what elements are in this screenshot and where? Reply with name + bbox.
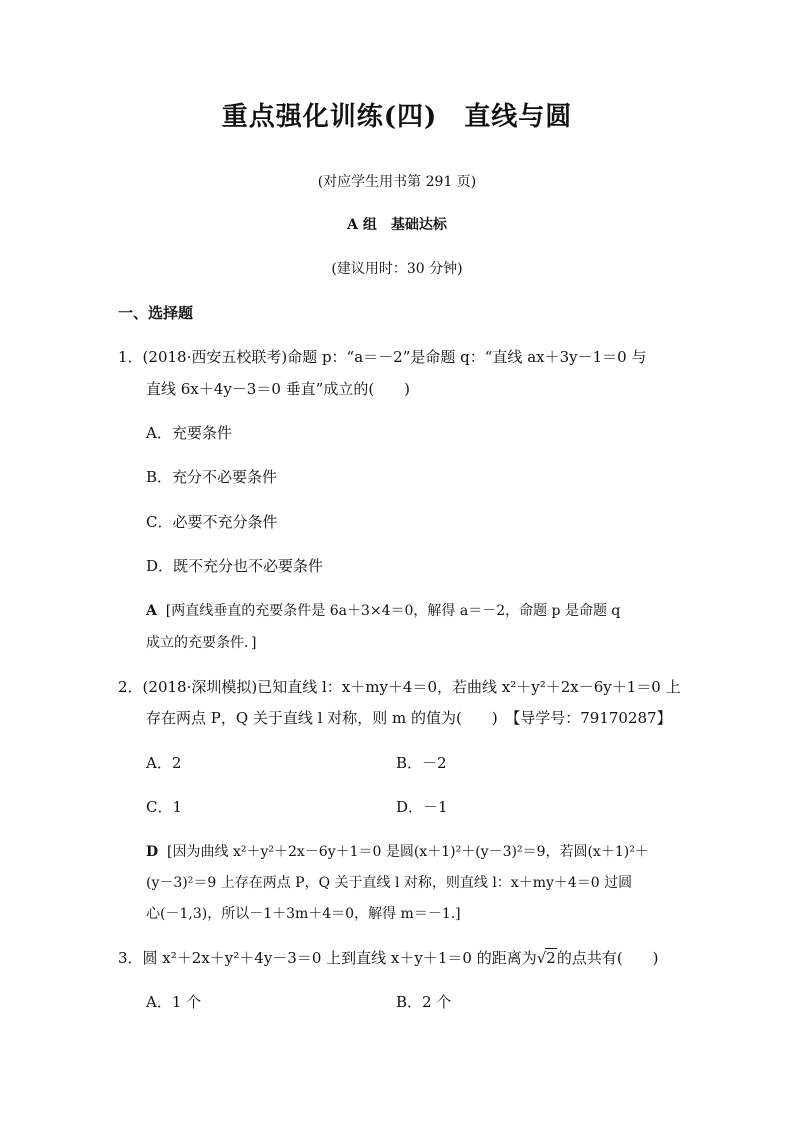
option-b: B．充分不必要条件 [146, 468, 278, 486]
answer-text-line: 心(－1,3)，所以－1＋3m＋4＝0，解得 m＝－1.] [146, 906, 461, 922]
source-note: (对应学生用书第 291 页) [317, 174, 477, 190]
question-text-line: 存在两点 P，Q 关于直线 l 对称，则 m 的值为( ) 【导学号：79170287】 [146, 709, 672, 727]
question-text-segment: 3．圆 x²＋2x＋y²＋4y－3＝0 上到直线 x＋y＋1＝0 的距离为 [118, 949, 537, 967]
answer-text-line: 成立的充要条件．] [146, 635, 257, 651]
sqrt-expression [537, 949, 557, 967]
answer-letter: A [146, 603, 157, 619]
group-heading: A 组 基础达标 [347, 217, 447, 233]
option-b: B．2 个 [396, 993, 452, 1011]
option-a: A．1 个 [146, 993, 202, 1011]
answer-letter: D [146, 844, 159, 860]
option-d: D．既不充分也不必要条件 [146, 557, 324, 575]
answer-text-line: (y－3)²＝9 上存在两点 P，Q 关于直线 l 对称，则直线 l：x＋my＋4＝0 过圆 [146, 875, 633, 891]
option-c: C．1 [146, 798, 183, 816]
answer-explanation [146, 600, 620, 620]
option-a: A．2 [146, 754, 182, 772]
question-text-line: 2．(2018·深圳模拟)已知直线 l：x＋my＋4＝0，若曲线 x²＋y²＋2x－6y＋1＝0 上 [118, 678, 681, 696]
question-text-line: 1．(2018·西安五校联考)命题 p：“a＝－2”是命题 q：“直线 ax＋3y－1＝0 与 [118, 348, 647, 366]
question-text-line [118, 947, 659, 968]
answer-explanation [146, 841, 649, 861]
answer-text-line: [因为曲线 x²＋y²＋2x－6y＋1＝0 是圆(x＋1)²＋(y－3)²＝9，若圆(x＋1)²＋ [167, 844, 649, 860]
time-note: (建议用时：30 分钟) [331, 261, 463, 277]
answer-text-line: [两直线垂直的充要条件是 6a＋3×4＝0，解得 a＝－2，命题 p 是命题 q [165, 603, 621, 619]
sqrt-sign: √ [536, 949, 547, 967]
page-title: 重点强化训练(四) 直线与圆 [221, 102, 573, 132]
option-d: D．－1 [396, 798, 448, 816]
section-heading: 一、选择题 [118, 304, 194, 322]
question-text-line: 直线 6x＋4y－3＝0 垂直”成立的( ) [146, 380, 411, 398]
sqrt-radicand: 2 [546, 949, 556, 967]
option-a: A．充要条件 [146, 424, 232, 442]
option-c: C．必要不充分条件 [146, 513, 278, 531]
option-b: B．－2 [396, 754, 447, 772]
question-text-segment: 的点共有( ) [556, 949, 659, 967]
